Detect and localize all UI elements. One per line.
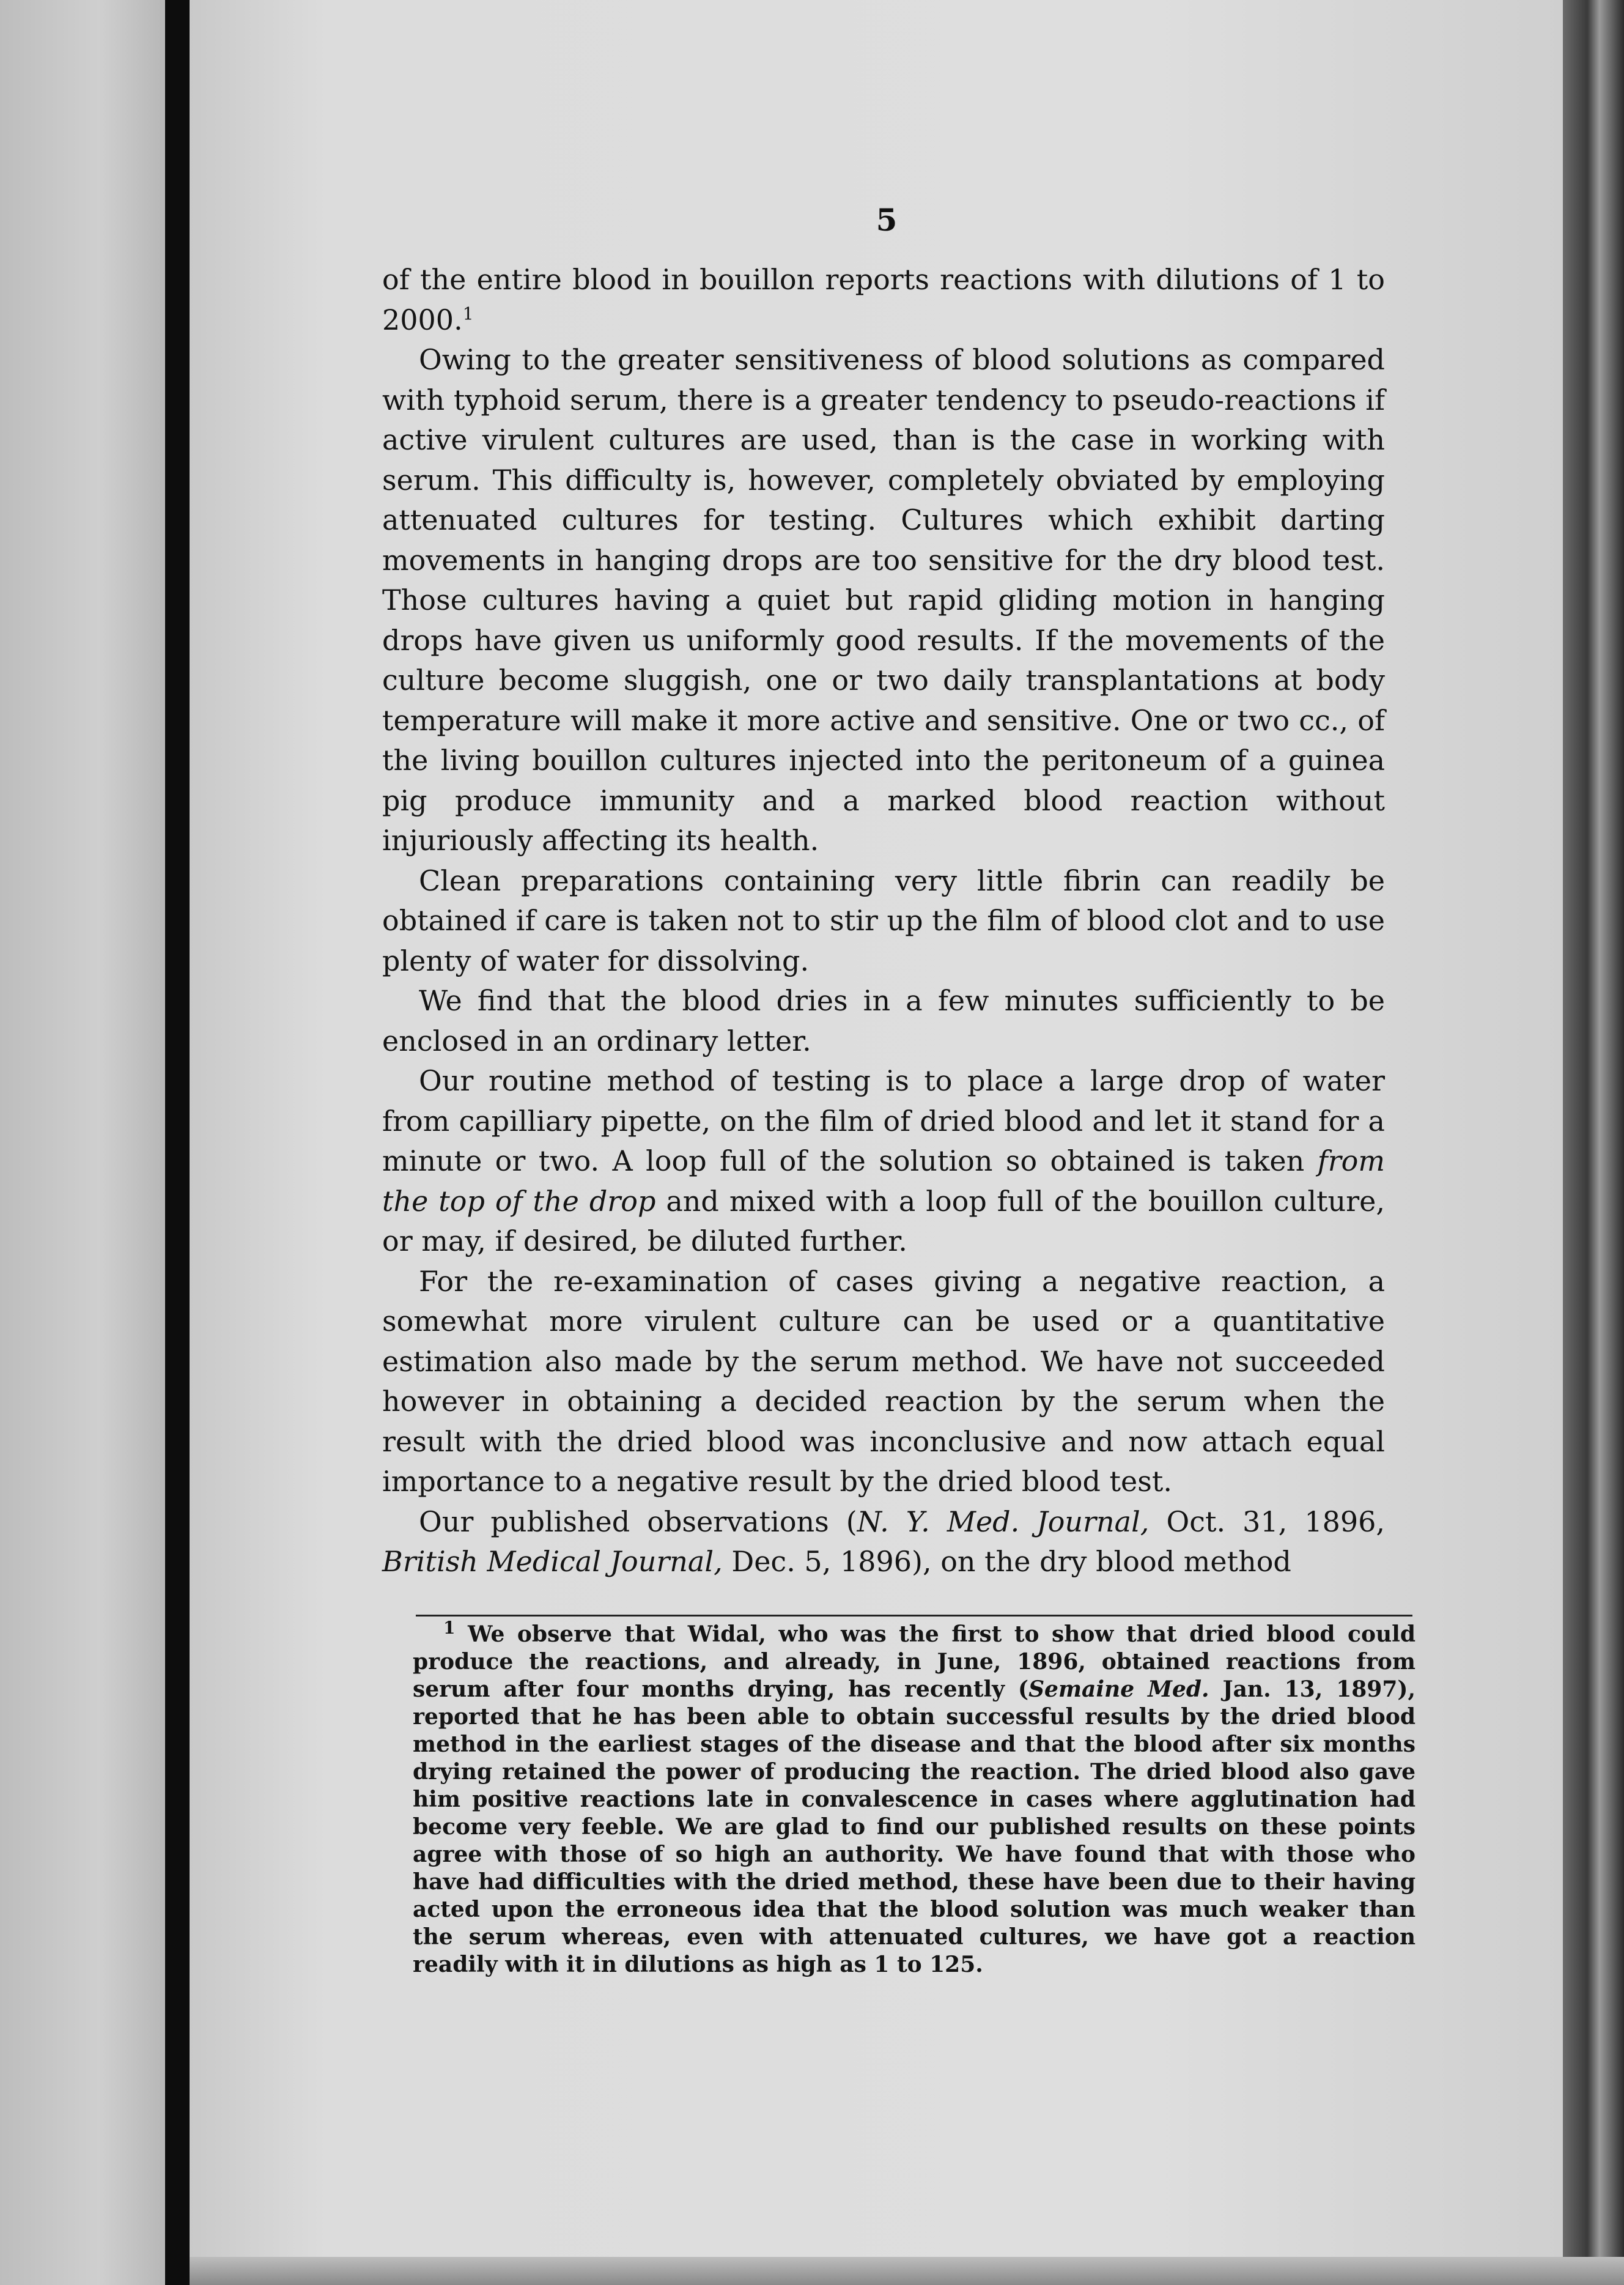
body-text xyxy=(382,260,1385,1582)
paragraph-7-start: Our published observations ( xyxy=(419,1505,857,1538)
paragraph-7-mid: Oct. 31, 1896, xyxy=(1149,1505,1386,1538)
paragraph-2: Owing to the greater sensitiveness of blood solutions as compared with typhoid serum, there is a greater tendency to pseudo-reactions if active virulent cultures are used, than is the case in working with serum. This difficulty is, however, completely obviated by employing attenuated cultures for testing. Cultures which exhibit darting movements in hanging drops are too sensitive for the dry blood test. Those cultures having a quiet but rapid gliding motion in hanging drops have given us uniformly good results. If the movements of the culture become sluggish, one or two daily transplantations at body temperature will make it more active and sensitive. One or two cc., of the living bouillon cultures injected into the peritoneum of a guinea pig produce immunity and a marked blood reaction without injuriously affecting its health. xyxy=(382,343,1385,857)
paragraph-5 xyxy=(382,1061,1385,1262)
paragraph-3: Clean preparations containing very little fibrin can readily be obtained if care is taken not to stir up the film of blood clot and to use plenty of water for dissolving. xyxy=(382,864,1385,977)
book-gutter xyxy=(165,0,190,2285)
footnote-end: Jan. 13, 1897), reported that he has been able to obtain successful results by the dried blood method in the earliest stages of the disease and that the blood after six months drying retained the power of producing the reaction. The dried blood also gave him positive reactions late in convalescence in cases where agglutination had become very feeble. We are glad to find our published results on these points agree with those of so high an authority. We have found that with those who have had difficulties with the dried method, these have been due to their having acted upon the erroneous idea that the blood solution was much weaker than the serum whereas, even with attenuated cultures, we have got a reaction readily with it in dilutions as high as 1 to 125. xyxy=(413,1676,1415,1977)
footnote-ref: 1 xyxy=(462,303,474,324)
footnote-text xyxy=(413,1618,1415,1979)
journal-title-ny: N. Y. Med. Journal, xyxy=(857,1505,1150,1538)
journal-title-british: British Medical Journal, xyxy=(382,1545,723,1578)
page-bottom-edge xyxy=(190,2257,1624,2285)
page-stack-edge xyxy=(1563,0,1624,2285)
paragraph-5-end: and mixed with a loop full of the bouillon culture, or may, if desired, be diluted further. xyxy=(382,1184,1385,1257)
paragraph-4: We find that the blood dries in a few minutes sufficiently to be enclosed in an ordinary letter. xyxy=(382,984,1385,1057)
footnote xyxy=(413,1618,1415,1979)
page-number: 5 xyxy=(876,202,898,238)
footnote-marker: 1 xyxy=(443,1618,456,1638)
paragraph-7 xyxy=(382,1502,1385,1582)
footnote-journal: Semaine Med. xyxy=(1028,1676,1209,1702)
paragraph-5-emphasis: from the top of the drop xyxy=(382,1144,1385,1218)
paragraph-6: For the re-examination of cases giving a negative reaction, a somewhat more virulent culture can be used or a quantitative estimation also made by the serum method. We have not succeeded however in obtaining a decided reaction by the serum when the result with the dried blood was inconclusive and now attach equal importance to a negative result by the dried blood test. xyxy=(382,1264,1385,1498)
facing-page-edge xyxy=(0,0,165,2285)
paragraph-1 xyxy=(382,260,1385,340)
paragraph-5-start: Our routine method of testing is to place a large drop of water from capilliary pipette, on the film of dried blood and let it stand for a minute or two. A loop full of the solution so obtained is taken xyxy=(382,1064,1385,1177)
paragraph-1-text: of the entire blood in bouillon reports reactions with dilutions of 1 to 2000. xyxy=(382,263,1385,336)
paragraph-7-end: Dec. 5, 1896), on the dry blood method xyxy=(722,1545,1291,1578)
footnote-start: We observe that Widal, who was the first to show that dried blood could produce the reactions, and already, in June, 1896, obtained reactions from serum after four months drying, has recently ( xyxy=(413,1621,1415,1702)
footnote-divider xyxy=(416,1615,1412,1617)
